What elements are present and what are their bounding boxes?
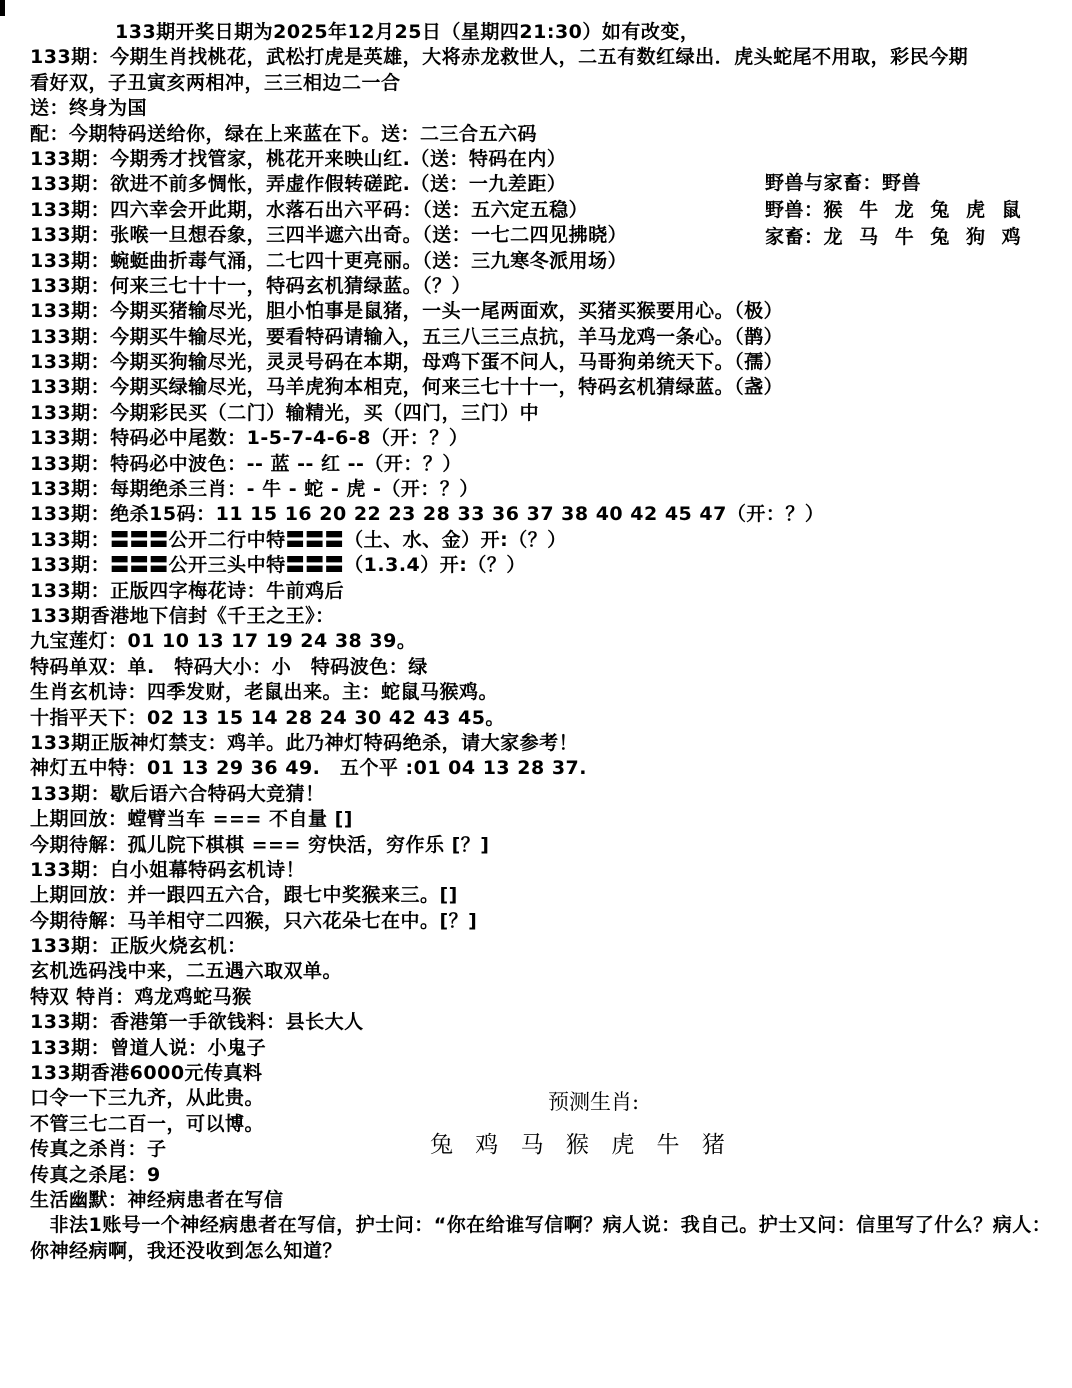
text-line: 133期香港地下信封《千王之王》：: [30, 604, 335, 627]
text-line: 非法1账号一个神经病患者在写信，护士问：“你在给谁写信啊？病人说：我自己。护士又问：信里写了什么？病人：: [30, 1214, 1052, 1237]
text-line: 133期：欲进不前多惆怅，弄虚作假转磋跎.（送：一九差距）: [30, 173, 567, 196]
text-line: 133期：正版四字梅花诗：牛前鸡后: [30, 579, 345, 602]
text-line: 133期：〓〓〓公开二行中特〓〓〓（土、水、金）开:（？）: [30, 528, 567, 551]
text-line: 133期：每期绝杀三肖：- 牛 - 蛇 - 虎 -（开：？）: [30, 478, 479, 501]
text-line: 133期：今期彩民买（二门）输精光，买（四门，三门）中: [30, 401, 540, 424]
text-line: 你神经病啊，我还没收到怎么知道？: [30, 1239, 343, 1262]
text-line: 今期待解：孤儿院下棋棋 === 穷快活，穷作乐 [？]: [30, 833, 490, 856]
text-line: 特码单双：单. 特码大小：小 特码波色：绿: [30, 655, 428, 678]
scan-artifact-mark: [0, 0, 5, 16]
text-line: 133期香港6000元传真料: [30, 1062, 263, 1085]
text-line: 133期：曾道人说：小鬼子: [30, 1036, 267, 1059]
text-line: 特双 特肖：鸡龙鸡蛇马猴: [30, 985, 252, 1008]
beast-vs-domestic-panel: [765, 170, 1021, 250]
text-line: 玄机选码浅中来，二五遇六取双单。: [30, 960, 343, 983]
text-line: 传真之杀尾：9: [30, 1163, 161, 1186]
text-line: 133期：张喉一旦想吞象，三四半遮六出奇。（送：一七二四见拂晓）: [30, 224, 628, 247]
text-line: 传真之杀肖：子: [30, 1138, 167, 1161]
predicted-zodiac-list: 兔 鸡 马 猴 虎 牛 猪: [430, 1132, 725, 1158]
text-line: 133期：正版火烧玄机：: [30, 935, 247, 958]
text-line: 133期：今期生肖找桃花，武松打虎是英雄，大将赤龙救世人，二五有数红绿出．虎头蛇尾不用取，彩民今期: [30, 46, 969, 69]
text-line: 133期：蜿蜓曲折毒气涌，二七四十更亮丽。（送：三九寒冬派用场）: [30, 249, 628, 272]
text-line: 生活幽默：神经病患者在写信: [30, 1188, 284, 1211]
predicted-zodiac-title: 预测生肖:: [548, 1090, 640, 1114]
text-line: 133期：今期买牛输尽光，要看特码请输入，五三八三三点抗，羊马龙鸡一条心。（鹊）: [30, 325, 784, 348]
text-line: 133期：今期秀才找管家，桃花开来映山红.（送：特码在内）: [30, 147, 567, 170]
domestic-animals-list: 家畜：龙 马 牛 兔 狗 鸡: [765, 225, 1022, 248]
beast-panel-title: 野兽与家畜：野兽: [765, 172, 922, 194]
text-line: 口令一下三九齐，从此贵。: [30, 1087, 265, 1110]
text-line: 十指平天下：02 13 15 14 28 24 30 42 43 45。: [30, 706, 505, 729]
text-line: 不管三七二百一，可以博。: [30, 1112, 265, 1135]
text-line: 送：终身为国: [30, 97, 148, 120]
draw-date-header: 133期开奖日期为2025年12月25日（星期四21:30）如有改变，: [115, 21, 700, 43]
wild-beasts-list: 野兽：猴 牛 龙 兔 虎 鼠: [765, 198, 1022, 221]
text-line: 133期：绝杀15码：11 15 16 20 22 23 28 33 36 37 38 40 42 45 47（开：？）: [30, 503, 825, 526]
text-line: 九宝莲灯：01 10 13 17 19 24 38 39。: [30, 630, 417, 653]
text-line: 神灯五中特：01 13 29 36 49. 五个平 :01 04 13 28 37.: [30, 757, 587, 780]
text-line: 133期：特码必中尾数：1-5-7-4-6-8（开：？）: [30, 427, 469, 450]
text-line: 133期：何来三七十十一，特码玄机猜绿蓝。（？）: [30, 274, 472, 297]
text-line: 看好双，子丑寅亥两相冲，三三相边二一合: [30, 71, 401, 94]
text-line: 133期：四六幸会开此期，水落石出六平码：（送：五六定五稳）: [30, 198, 589, 221]
text-line: 上期回放：螳臂当车 === 不自量 []: [30, 808, 353, 831]
text-line: 133期：〓〓〓公开三头中特〓〓〓（1.3.4）开:（？）: [30, 554, 526, 577]
text-line: 133期：特码必中波色：-- 蓝 -- 红 --（开：？）: [30, 452, 462, 475]
text-line: 133期：香港第一手欲钱料：县长大人: [30, 1011, 364, 1034]
text-line: 133期：今期买猪输尽光，胆小怕事是鼠猪，一头一尾两面欢，买猪买猴要用心。（极）: [30, 300, 784, 323]
text-line: 133期：今期买绿输尽光，马羊虎狗本相克，何来三七十十一，特码玄机猜绿蓝。（盏）: [30, 376, 784, 399]
text-line: 133期正版神灯禁支：鸡羊。此乃神灯特码绝杀，请大家参考！: [30, 731, 579, 754]
text-line: 今期待解：马羊相守二四猴，只六花朵七在中。[？]: [30, 909, 478, 932]
text-line: 配：今期特码送给你，绿在上来蓝在下。送：二三合五六码: [30, 122, 538, 145]
text-line: 上期回放：并一跟四五六合，跟七中奖猴来三。[]: [30, 884, 458, 907]
text-line: 133期：今期买狗输尽光，灵灵号码在本期，母鸡下蛋不问人，马哥狗弟统天下。（孺）: [30, 351, 784, 374]
text-line: 生肖玄机诗：四季发财，老鼠出来。主：蛇鼠马猴鸡。: [30, 681, 499, 704]
text-line: 133期：白小姐幕特码玄机诗！: [30, 858, 306, 881]
text-line: 133期：歇后语六合特码大竞猜！: [30, 782, 325, 805]
